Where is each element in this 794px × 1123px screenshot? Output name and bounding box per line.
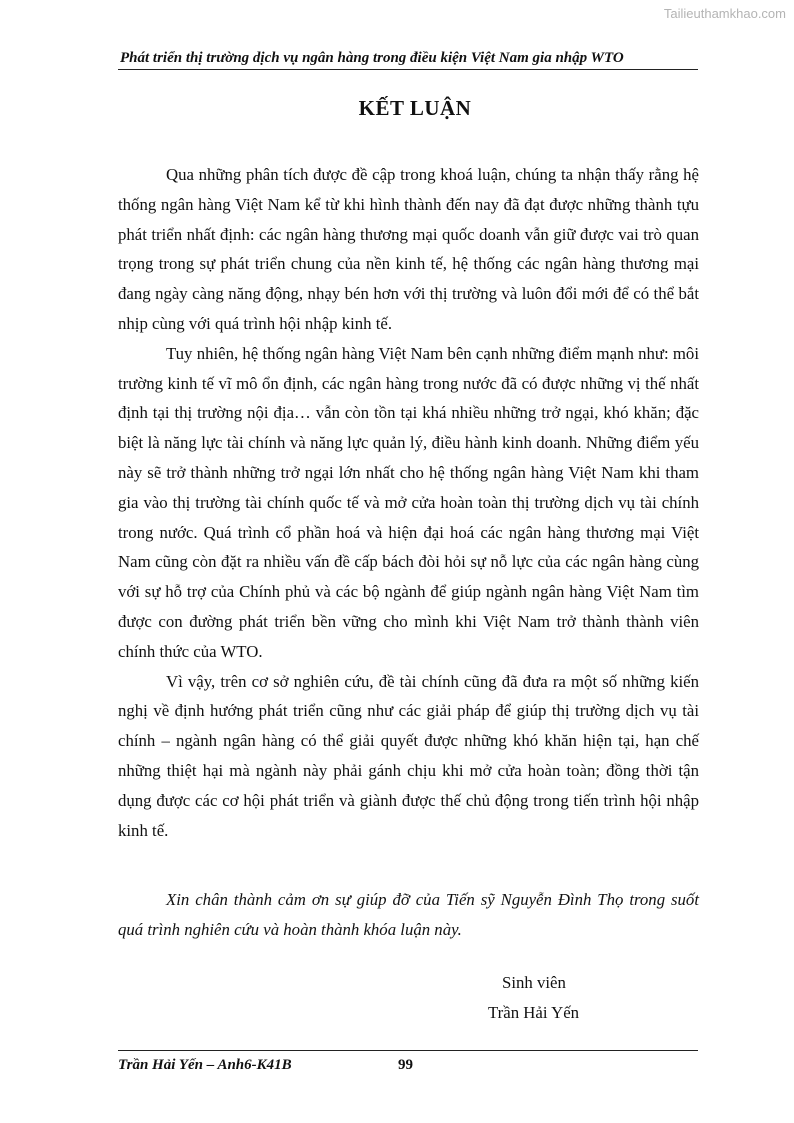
paragraph-3: Vì vậy, trên cơ sở nghiên cứu, đề tài chính cũng đã đưa ra một số những kiến nghị về định hướng phát triển cũng như các giải pháp để giúp thị trường dịch vụ tài chính – ngành ngân hàng có thể giải quyết được những khó khăn hiện tại, hạn chế những thiệt hại mà ngành này phải gánh chịu khi mở cửa hoàn toàn; đồng thời tận dụng được các cơ hội phát triển và giành được thế chủ động trong tiến trình hội nhập kinh tế.	[118, 671, 699, 840]
running-header: Phát triển thị trường dịch vụ ngân hàng trong điều kiện Việt Nam gia nhập WTO	[120, 50, 624, 66]
signature-name: Trần Hải Yến	[488, 1002, 580, 1022]
conclusion-body	[118, 160, 699, 845]
acknowledgement: Xin chân thành cảm ơn sự giúp đỡ của Tiến sỹ Nguyễn Đình Thọ trong suốt quá trình nghiên cứu và hoàn thành khóa luận này.	[118, 890, 699, 939]
page-number: 99	[398, 1057, 413, 1073]
footer-author: Trần Hải Yến – Anh6-K41B	[118, 1057, 292, 1073]
signature-role: Sinh viên	[502, 973, 566, 992]
page-title: KẾT LUẬN	[358, 96, 472, 120]
header-divider	[118, 69, 698, 70]
watermark-text: Tailieuthamkhao.com	[663, 6, 786, 21]
footer-divider	[118, 1050, 698, 1051]
paragraph-2: Tuy nhiên, hệ thống ngân hàng Việt Nam bên cạnh những điểm mạnh như: môi trường kinh tế vĩ mô ổn định, các ngân hàng trong nước đã có được những vị thế nhất định tại thị trường nội địa… vẫn còn tồn tại khá nhiều những trở ngại, khó khăn; đặc biệt là năng lực tài chính và năng lực quản lý, điều hành kinh doanh. Những điểm yếu này sẽ trở thành những trở ngại lớn nhất cho hệ thống ngân hàng Việt Nam khi tham gia vào thị trường tài chính quốc tế và mở cửa hoàn toàn thị trường dịch vụ tài chính trong nước. Quá trình cổ phần hoá và hiện đại hoá các ngân hàng thương mại Việt Nam cũng còn đặt ra nhiều vấn đề cấp bách đòi hỏi sự nỗ lực của các ngân hàng cùng với sự hỗ trợ của Chính phủ và các bộ ngành để giúp ngành ngân hàng Việt Nam tìm được con đường phát triển bền vững cho mình khi Việt Nam trở thành thành viên chính thức của WTO.	[118, 343, 699, 661]
paragraph-1: Qua những phân tích được đề cập trong khoá luận, chúng ta nhận thấy rằng hệ thống ngân hàng Việt Nam kể từ khi hình thành đến nay đã đạt được những thành tựu phát triển nhất định: các ngân hàng thương mại quốc doanh vẫn giữ được vai trò quan trọng trong sự phát triển chung của nền kinh tế, hệ thống các ngân hàng thương mại đang ngày càng năng động, nhạy bén hơn với thị trường và luôn đổi mới để có thể bắt nhịp cùng với quá trình hội nhập kinh tế.	[118, 165, 699, 333]
signature-block	[488, 968, 579, 1028]
